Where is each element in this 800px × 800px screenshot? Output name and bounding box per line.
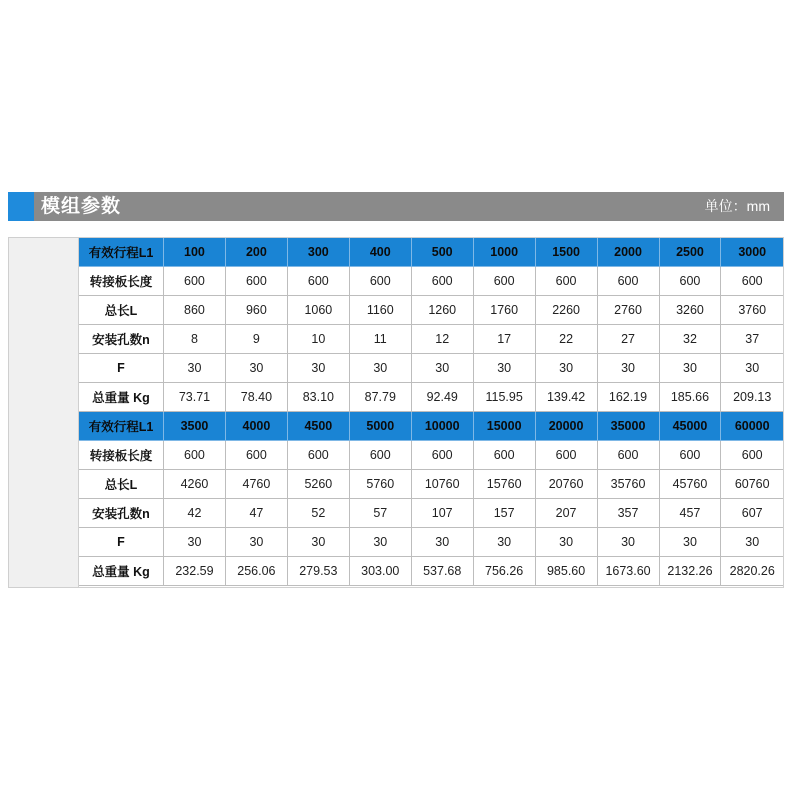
table-cell: 162.19 [597, 383, 659, 412]
table-cell: 115.95 [473, 383, 535, 412]
table-cell: 30 [535, 354, 597, 383]
table-cell: 600 [535, 441, 597, 470]
table-cell: 87.79 [349, 383, 411, 412]
table-cell: 10 [287, 325, 349, 354]
f-row [79, 354, 783, 383]
table-cell: 107 [411, 499, 473, 528]
spec-table [79, 238, 783, 586]
table-cell: 11 [349, 325, 411, 354]
stroke-header-cell: 2500 [659, 238, 721, 267]
f-row [79, 528, 783, 557]
table-cell: 185.66 [659, 383, 721, 412]
table-cell: 30 [473, 354, 535, 383]
table-cell: 30 [349, 354, 411, 383]
table-cell: 4760 [225, 470, 287, 499]
table-cell: 457 [659, 499, 721, 528]
row-label: 转接板长度 [79, 267, 164, 296]
stroke-row [79, 238, 783, 267]
table-cell: 30 [659, 354, 721, 383]
table-cell: 600 [349, 441, 411, 470]
table-cell: 37 [721, 325, 783, 354]
row-label: 总长L [79, 470, 164, 499]
table-cell: 22 [535, 325, 597, 354]
table-cell: 73.71 [164, 383, 226, 412]
table-cell: 985.60 [535, 557, 597, 586]
table-cell: 1673.60 [597, 557, 659, 586]
table-cell: 600 [597, 441, 659, 470]
stroke-header-cell: 1000 [473, 238, 535, 267]
table-cell: 600 [349, 267, 411, 296]
adapter-length-row [79, 441, 783, 470]
table-cell: 92.49 [411, 383, 473, 412]
table-cell: 45760 [659, 470, 721, 499]
stroke-header-cell: 200 [225, 238, 287, 267]
table-cell: 5760 [349, 470, 411, 499]
table-cell: 47 [225, 499, 287, 528]
table-cell: 600 [164, 267, 226, 296]
table-cell: 4260 [164, 470, 226, 499]
table-cell: 30 [535, 528, 597, 557]
table-cell: 30 [659, 528, 721, 557]
table-cell: 600 [473, 267, 535, 296]
table-cell: 600 [659, 267, 721, 296]
table-cell: 15760 [473, 470, 535, 499]
stroke-header-cell: 3000 [721, 238, 783, 267]
row-label: 有效行程L1 [79, 412, 164, 441]
table-cell: 30 [287, 354, 349, 383]
table-cell: 2132.26 [659, 557, 721, 586]
unit-label: 单位：mm [704, 198, 770, 214]
total-length-row [79, 470, 783, 499]
table-cell: 157 [473, 499, 535, 528]
adapter-length-row [79, 267, 783, 296]
table-cell: 30 [411, 528, 473, 557]
stroke-header-cell: 45000 [659, 412, 721, 441]
table-cell: 30 [597, 354, 659, 383]
table-cell: 1260 [411, 296, 473, 325]
stroke-header-cell: 35000 [597, 412, 659, 441]
row-label: F [79, 354, 164, 383]
table-cell: 10760 [411, 470, 473, 499]
spec-table-frame [8, 237, 784, 588]
section-title: 模组参数 [41, 196, 122, 217]
row-label: 转接板长度 [79, 441, 164, 470]
table-cell: 60760 [721, 470, 783, 499]
table-cell: 35760 [597, 470, 659, 499]
table-cell: 207 [535, 499, 597, 528]
table-cell: 600 [287, 441, 349, 470]
table-cell: 600 [225, 441, 287, 470]
stroke-header-cell: 500 [411, 238, 473, 267]
table-cell: 600 [473, 441, 535, 470]
table-cell: 1760 [473, 296, 535, 325]
stroke-header-cell: 20000 [535, 412, 597, 441]
stroke-header-cell: 2000 [597, 238, 659, 267]
table-cell: 860 [164, 296, 226, 325]
table-cell: 600 [287, 267, 349, 296]
stroke-header-cell: 4000 [225, 412, 287, 441]
row-label: 总重量 Kg [79, 383, 164, 412]
header-accent-block [8, 192, 34, 221]
table-cell: 209.13 [721, 383, 783, 412]
table-cell: 607 [721, 499, 783, 528]
table-cell: 960 [225, 296, 287, 325]
table-cell: 9 [225, 325, 287, 354]
row-label: 安装孔数n [79, 325, 164, 354]
stroke-header-cell: 400 [349, 238, 411, 267]
table-cell: 3760 [721, 296, 783, 325]
stroke-header-cell: 10000 [411, 412, 473, 441]
row-label: 总长L [79, 296, 164, 325]
table-cell: 600 [225, 267, 287, 296]
table-cell: 600 [721, 441, 783, 470]
table-cell: 2760 [597, 296, 659, 325]
stroke-header-cell: 5000 [349, 412, 411, 441]
side-panel [9, 238, 79, 587]
row-label: 总重量 Kg [79, 557, 164, 586]
table-cell: 303.00 [349, 557, 411, 586]
stroke-row [79, 412, 783, 441]
table-cell: 32 [659, 325, 721, 354]
table-cell: 52 [287, 499, 349, 528]
table-cell: 30 [164, 354, 226, 383]
stroke-header-cell: 100 [164, 238, 226, 267]
table-cell: 57 [349, 499, 411, 528]
table-cell: 8 [164, 325, 226, 354]
table-cell: 30 [225, 528, 287, 557]
table-cell: 30 [411, 354, 473, 383]
table-cell: 600 [411, 441, 473, 470]
table-cell: 600 [411, 267, 473, 296]
table-cell: 600 [164, 441, 226, 470]
table-cell: 139.42 [535, 383, 597, 412]
table-cell: 600 [659, 441, 721, 470]
table-cell: 756.26 [473, 557, 535, 586]
table-cell: 279.53 [287, 557, 349, 586]
table-cell: 30 [473, 528, 535, 557]
total-length-row [79, 296, 783, 325]
table-cell: 256.06 [225, 557, 287, 586]
table-cell: 2260 [535, 296, 597, 325]
stroke-header-cell: 60000 [721, 412, 783, 441]
table-cell: 1160 [349, 296, 411, 325]
table-cell: 20760 [535, 470, 597, 499]
row-label: 有效行程L1 [79, 238, 164, 267]
stroke-header-cell: 4500 [287, 412, 349, 441]
table-cell: 1060 [287, 296, 349, 325]
row-label: F [79, 528, 164, 557]
stroke-header-cell: 3500 [164, 412, 226, 441]
table-cell: 600 [597, 267, 659, 296]
table-cell: 17 [473, 325, 535, 354]
total-weight-row [79, 557, 783, 586]
table-cell: 12 [411, 325, 473, 354]
table-cell: 30 [225, 354, 287, 383]
table-cell: 5260 [287, 470, 349, 499]
table-cell: 78.40 [225, 383, 287, 412]
table-cell: 42 [164, 499, 226, 528]
table-cell: 30 [287, 528, 349, 557]
table-cell: 2820.26 [721, 557, 783, 586]
table-cell: 27 [597, 325, 659, 354]
table-cell: 83.10 [287, 383, 349, 412]
table-cell: 600 [535, 267, 597, 296]
table-cell: 600 [721, 267, 783, 296]
mount-holes-row [79, 325, 783, 354]
table-cell: 30 [349, 528, 411, 557]
table-cell: 3260 [659, 296, 721, 325]
table-cell: 357 [597, 499, 659, 528]
table-cell: 30 [597, 528, 659, 557]
total-weight-row [79, 383, 783, 412]
stroke-header-cell: 300 [287, 238, 349, 267]
table-cell: 30 [721, 354, 783, 383]
stroke-header-cell: 1500 [535, 238, 597, 267]
table-cell: 30 [164, 528, 226, 557]
row-label: 安装孔数n [79, 499, 164, 528]
table-cell: 537.68 [411, 557, 473, 586]
table-cell: 30 [721, 528, 783, 557]
table-cell: 232.59 [164, 557, 226, 586]
section-header [8, 192, 784, 221]
mount-holes-row [79, 499, 783, 528]
stroke-header-cell: 15000 [473, 412, 535, 441]
